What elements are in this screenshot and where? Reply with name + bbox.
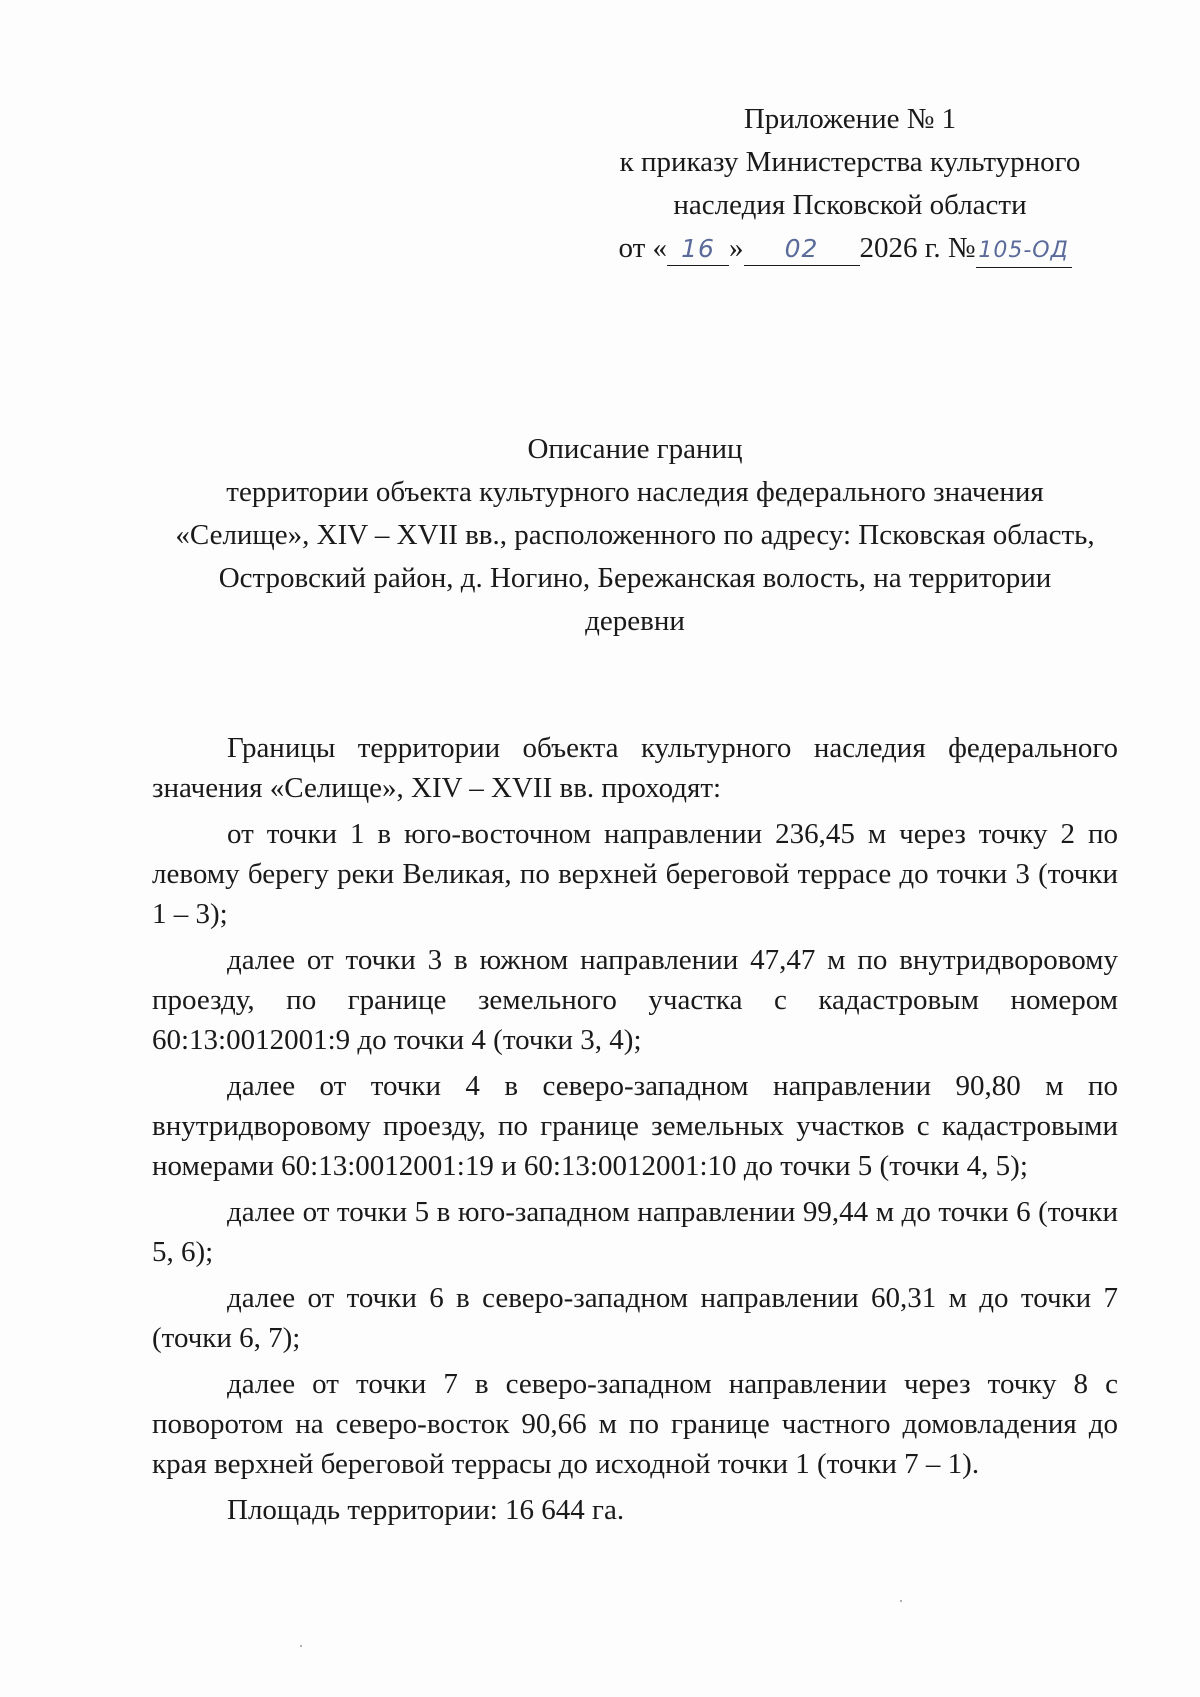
body-intro: Границы территории объекта культурного наследия федерального значения «Селище», XIV – XVII вв. проходят: [152,732,1118,804]
appendix-title: Приложение № 1 [743,103,957,135]
title-line-5: деревни [585,605,685,637]
title-line-4: Островский район, д. Ногино, Бережанская волость, на территории [218,562,1052,594]
date-year: 2026 г. № [859,232,976,264]
date-prefix: от « [618,232,667,264]
territory-area: Площадь территории: 16 644 га. [227,1494,625,1526]
document-body [152,728,1118,1536]
boundary-segment-5-6: далее от точки 5 в юго-западном направлении 99,44 м до точки 6 (точки 5, 6); [152,1196,1118,1268]
title-line-2: территории объекта культурного наследия федерального значения [226,476,1044,508]
title-line-1: Описание границ [527,433,743,465]
boundary-segment-7-1: далее от точки 7 в северо-западном направлении через точку 8 с поворотом на северо-восток 90,66 м по границе частного домовладения до края верхней береговой террасы до исходной точки 1 (точки 7 – 1). [152,1368,1118,1480]
boundary-segment-3-4: далее от точки 3 в южном направлении 47,47 м по внутридворовому проезду, по границе земельного участка с кадастровым номером 60:13:0012001:9 до точки 4 (точки 3, 4); [152,944,1118,1056]
boundary-segment-1-3: от точки 1 в юго-восточном направлении 236,45 м через точку 2 по левому берегу реки Великая, по верхней береговой террасе до точки 3 (точки 1 – 3); [152,818,1118,930]
order-number: 105-ОД [978,238,1069,263]
appendix-date-line [590,227,1100,270]
order-number-field [976,232,1072,268]
date-day: 16 [681,234,715,263]
title-line-3: «Селище», XIV – XVII вв., расположенного по адресу: Псковская область, [175,519,1095,551]
document-title [150,428,1120,643]
date-month: 02 [784,234,819,263]
appendix-header [600,98,1100,270]
appendix-ministry: наследия Псковской области [673,189,1027,221]
boundary-segment-6-7: далее от точки 6 в северо-западном направлении 60,31 м до точки 7 (точки 6, 7); [152,1282,1118,1354]
date-month-field [744,232,860,266]
appendix-order-ref: к приказу Министерства культурного [619,146,1081,178]
boundary-segment-4-5: далее от точки 4 в северо-западном направлении 90,80 м по внутридворовому проезду, по границе земельных участков с кадастровыми номерами 60:13:0012001:19 и 60:13:0012001:10 до точки 5 (точки 4, 5); [152,1070,1118,1182]
date-day-field [667,232,729,266]
date-mid: » [729,232,744,264]
